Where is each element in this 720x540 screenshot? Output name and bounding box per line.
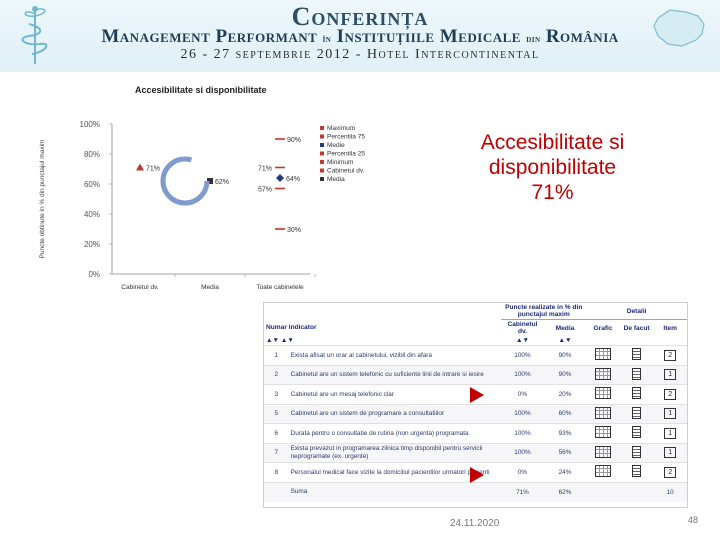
sort-arrows-cabinet[interactable]: ▲▼	[515, 337, 529, 344]
row-number: 5	[264, 404, 289, 424]
chart-grid-icon[interactable]	[595, 446, 611, 458]
page-number: 48	[688, 515, 699, 525]
row-media-value: 93%	[544, 424, 587, 444]
row-marker-3	[470, 387, 484, 403]
chart-grid-icon[interactable]	[595, 426, 611, 438]
item-box[interactable]: 1	[664, 447, 676, 458]
header-group-details: Detalii	[586, 303, 687, 320]
banner-title: Conferința	[291, 2, 429, 31]
row-media-value: 62%	[544, 482, 587, 502]
header-cabinet[interactable]: Cabinetul dv.	[507, 321, 538, 335]
legend-entry: Percentila 25	[327, 150, 365, 158]
row-cabinet-value: 100%	[501, 404, 544, 424]
row-number: 3	[264, 385, 289, 405]
row-media-value: 60%	[544, 404, 587, 424]
legend-entry: Percentila 75	[327, 133, 365, 141]
chart-grid-icon[interactable]	[595, 465, 611, 477]
row-indicator: Durata pentru o consultatie de rutina (non urgenta) programata	[289, 424, 502, 444]
item-box[interactable]: 2	[664, 350, 676, 361]
document-icon[interactable]	[632, 446, 641, 458]
row-media-value: 56%	[544, 443, 587, 463]
document-icon[interactable]	[632, 465, 641, 477]
row-media-value: 90%	[544, 346, 587, 366]
document-icon[interactable]	[632, 387, 641, 399]
legend-entry: Medie	[327, 142, 345, 149]
row-media-value: 20%	[544, 385, 587, 405]
x-tick-label: Media	[201, 284, 219, 291]
legend-swatch	[320, 126, 324, 130]
chart-grid-icon[interactable]	[595, 387, 611, 399]
table-row[interactable]	[264, 365, 687, 385]
row-item-total: 10	[653, 482, 687, 502]
document-icon[interactable]	[632, 348, 641, 360]
item-box[interactable]: 2	[664, 467, 676, 478]
legend-swatch	[320, 135, 324, 139]
row-cabinet-value: 100%	[501, 443, 544, 463]
highlight-value: 71%	[531, 181, 574, 204]
footer-date: 24.11.2020	[450, 518, 500, 529]
y-tick-label: 60%	[83, 180, 100, 189]
document-icon[interactable]	[632, 407, 641, 419]
row-number	[264, 482, 289, 502]
row-cabinet-value: 100%	[501, 346, 544, 366]
table-row[interactable]	[264, 424, 687, 444]
row-cabinet-value: 100%	[501, 365, 544, 385]
point-label-media: 62%	[215, 179, 230, 186]
header-group-points: Puncte realizate in % din punctajul maxim	[501, 303, 586, 320]
row-media-value: 90%	[544, 365, 587, 385]
legend-entry: Cabinetul dv.	[327, 167, 365, 175]
sort-arrows-media[interactable]: ▲▼	[558, 337, 572, 344]
item-box[interactable]: 1	[664, 408, 676, 419]
chart-title: Accesibilitate si disponibilitate	[135, 85, 267, 95]
row-marker-8	[470, 467, 484, 483]
conference-banner	[0, 0, 720, 72]
item-box[interactable]: 1	[664, 428, 676, 439]
row-indicator: Exista prevazut in programarea zilnica timp disponibil pentru servicii neprogramate (ex. urgente)	[289, 443, 502, 463]
legend-swatch	[320, 169, 324, 173]
chart-grid-icon[interactable]	[595, 368, 611, 380]
point-label-cabinet: 71%	[146, 165, 161, 173]
row-cabinet-value: 100%	[501, 424, 544, 444]
y-tick-label: 0%	[88, 270, 100, 279]
header-defacut: De facut	[623, 324, 650, 332]
chart-grid-icon[interactable]	[595, 407, 611, 419]
loading-ring	[163, 159, 207, 203]
header-number-indicator: Numar Indicator	[266, 324, 317, 332]
y-axis-label: Puncte obtinute in % din punctajul maxim	[39, 139, 46, 259]
row-media-value: 24%	[544, 463, 587, 483]
item-box[interactable]: 1	[664, 369, 676, 380]
row-number: 6	[264, 424, 289, 444]
point-label-median: 64%	[286, 176, 301, 183]
table-row[interactable]	[264, 404, 687, 424]
point-cabinet	[136, 164, 144, 171]
row-indicator: Suma	[289, 482, 502, 502]
row-number: 7	[264, 443, 289, 463]
legend-entry: Media	[327, 176, 345, 183]
x-tick-label: Cabinetul dv.	[121, 284, 159, 291]
row-number: 8	[264, 463, 289, 483]
x-tick-label: Toate cabinetele	[256, 284, 304, 291]
highlight-line-1: Accesibilitate si	[480, 131, 625, 154]
box-plot-chart	[30, 110, 390, 300]
y-tick-label: 100%	[79, 120, 100, 129]
banner-subtitle: Management Performant în Instituțiile Medicale din România	[101, 26, 619, 47]
highlight-line-2: disponibilitate	[488, 156, 617, 179]
point-label-maximum: 90%	[287, 137, 302, 144]
document-icon[interactable]	[632, 426, 641, 438]
row-indicator: Cabinetul are un sistem de programare a consultatiilor	[289, 404, 502, 424]
row-indicator: Cabinetul are un mesaj telefonic clar	[289, 385, 502, 405]
y-tick-label: 80%	[83, 150, 100, 159]
item-box[interactable]: 2	[664, 389, 676, 400]
legend-swatch	[320, 177, 324, 181]
table-row[interactable]	[264, 346, 687, 366]
y-tick-label: 20%	[83, 240, 100, 249]
banner-dates: 26 - 27 septembrie 2012 - Hotel Intercontinental	[180, 47, 540, 62]
row-indicator: Personalul medical face vizite la domiciliul pacientilor urmatori pacienti	[289, 463, 502, 483]
table-row[interactable]	[264, 443, 687, 463]
row-cabinet-value: 71%	[501, 482, 544, 502]
legend-entry: Maximum	[327, 125, 356, 132]
row-indicator: Exista afisat un orar al cabinetului, vizibil din afara	[289, 346, 502, 366]
point-label-percentila-25: 57%	[257, 186, 272, 194]
header-media[interactable]: Media	[555, 324, 575, 332]
legend-swatch	[320, 160, 324, 164]
document-icon[interactable]	[632, 368, 641, 380]
row-cabinet-value: 0%	[501, 463, 544, 483]
row-number: 2	[264, 365, 289, 385]
legend-entry: Minimum	[327, 159, 354, 166]
table-row[interactable]	[264, 482, 687, 502]
highlight-text	[440, 130, 665, 205]
legend-swatch	[320, 143, 324, 147]
header-grafic: Grafic	[593, 324, 613, 332]
row-indicator: Cabinetul are un sistem telefonic cu suficiente linii de intrare si iesire	[289, 365, 502, 385]
row-cabinet-value: 0%	[501, 385, 544, 405]
y-tick-label: 40%	[83, 210, 100, 219]
header-item: Item	[663, 324, 677, 332]
chart-grid-icon[interactable]	[595, 348, 611, 360]
row-number: 1	[264, 346, 289, 366]
point-median	[276, 174, 284, 182]
legend-swatch	[320, 152, 324, 156]
point-label-percentila-75: 71%	[257, 165, 272, 173]
sort-arrows-left[interactable]: ▲▼ ▲▼	[266, 337, 294, 344]
point-label-minimum: 30%	[287, 227, 302, 234]
